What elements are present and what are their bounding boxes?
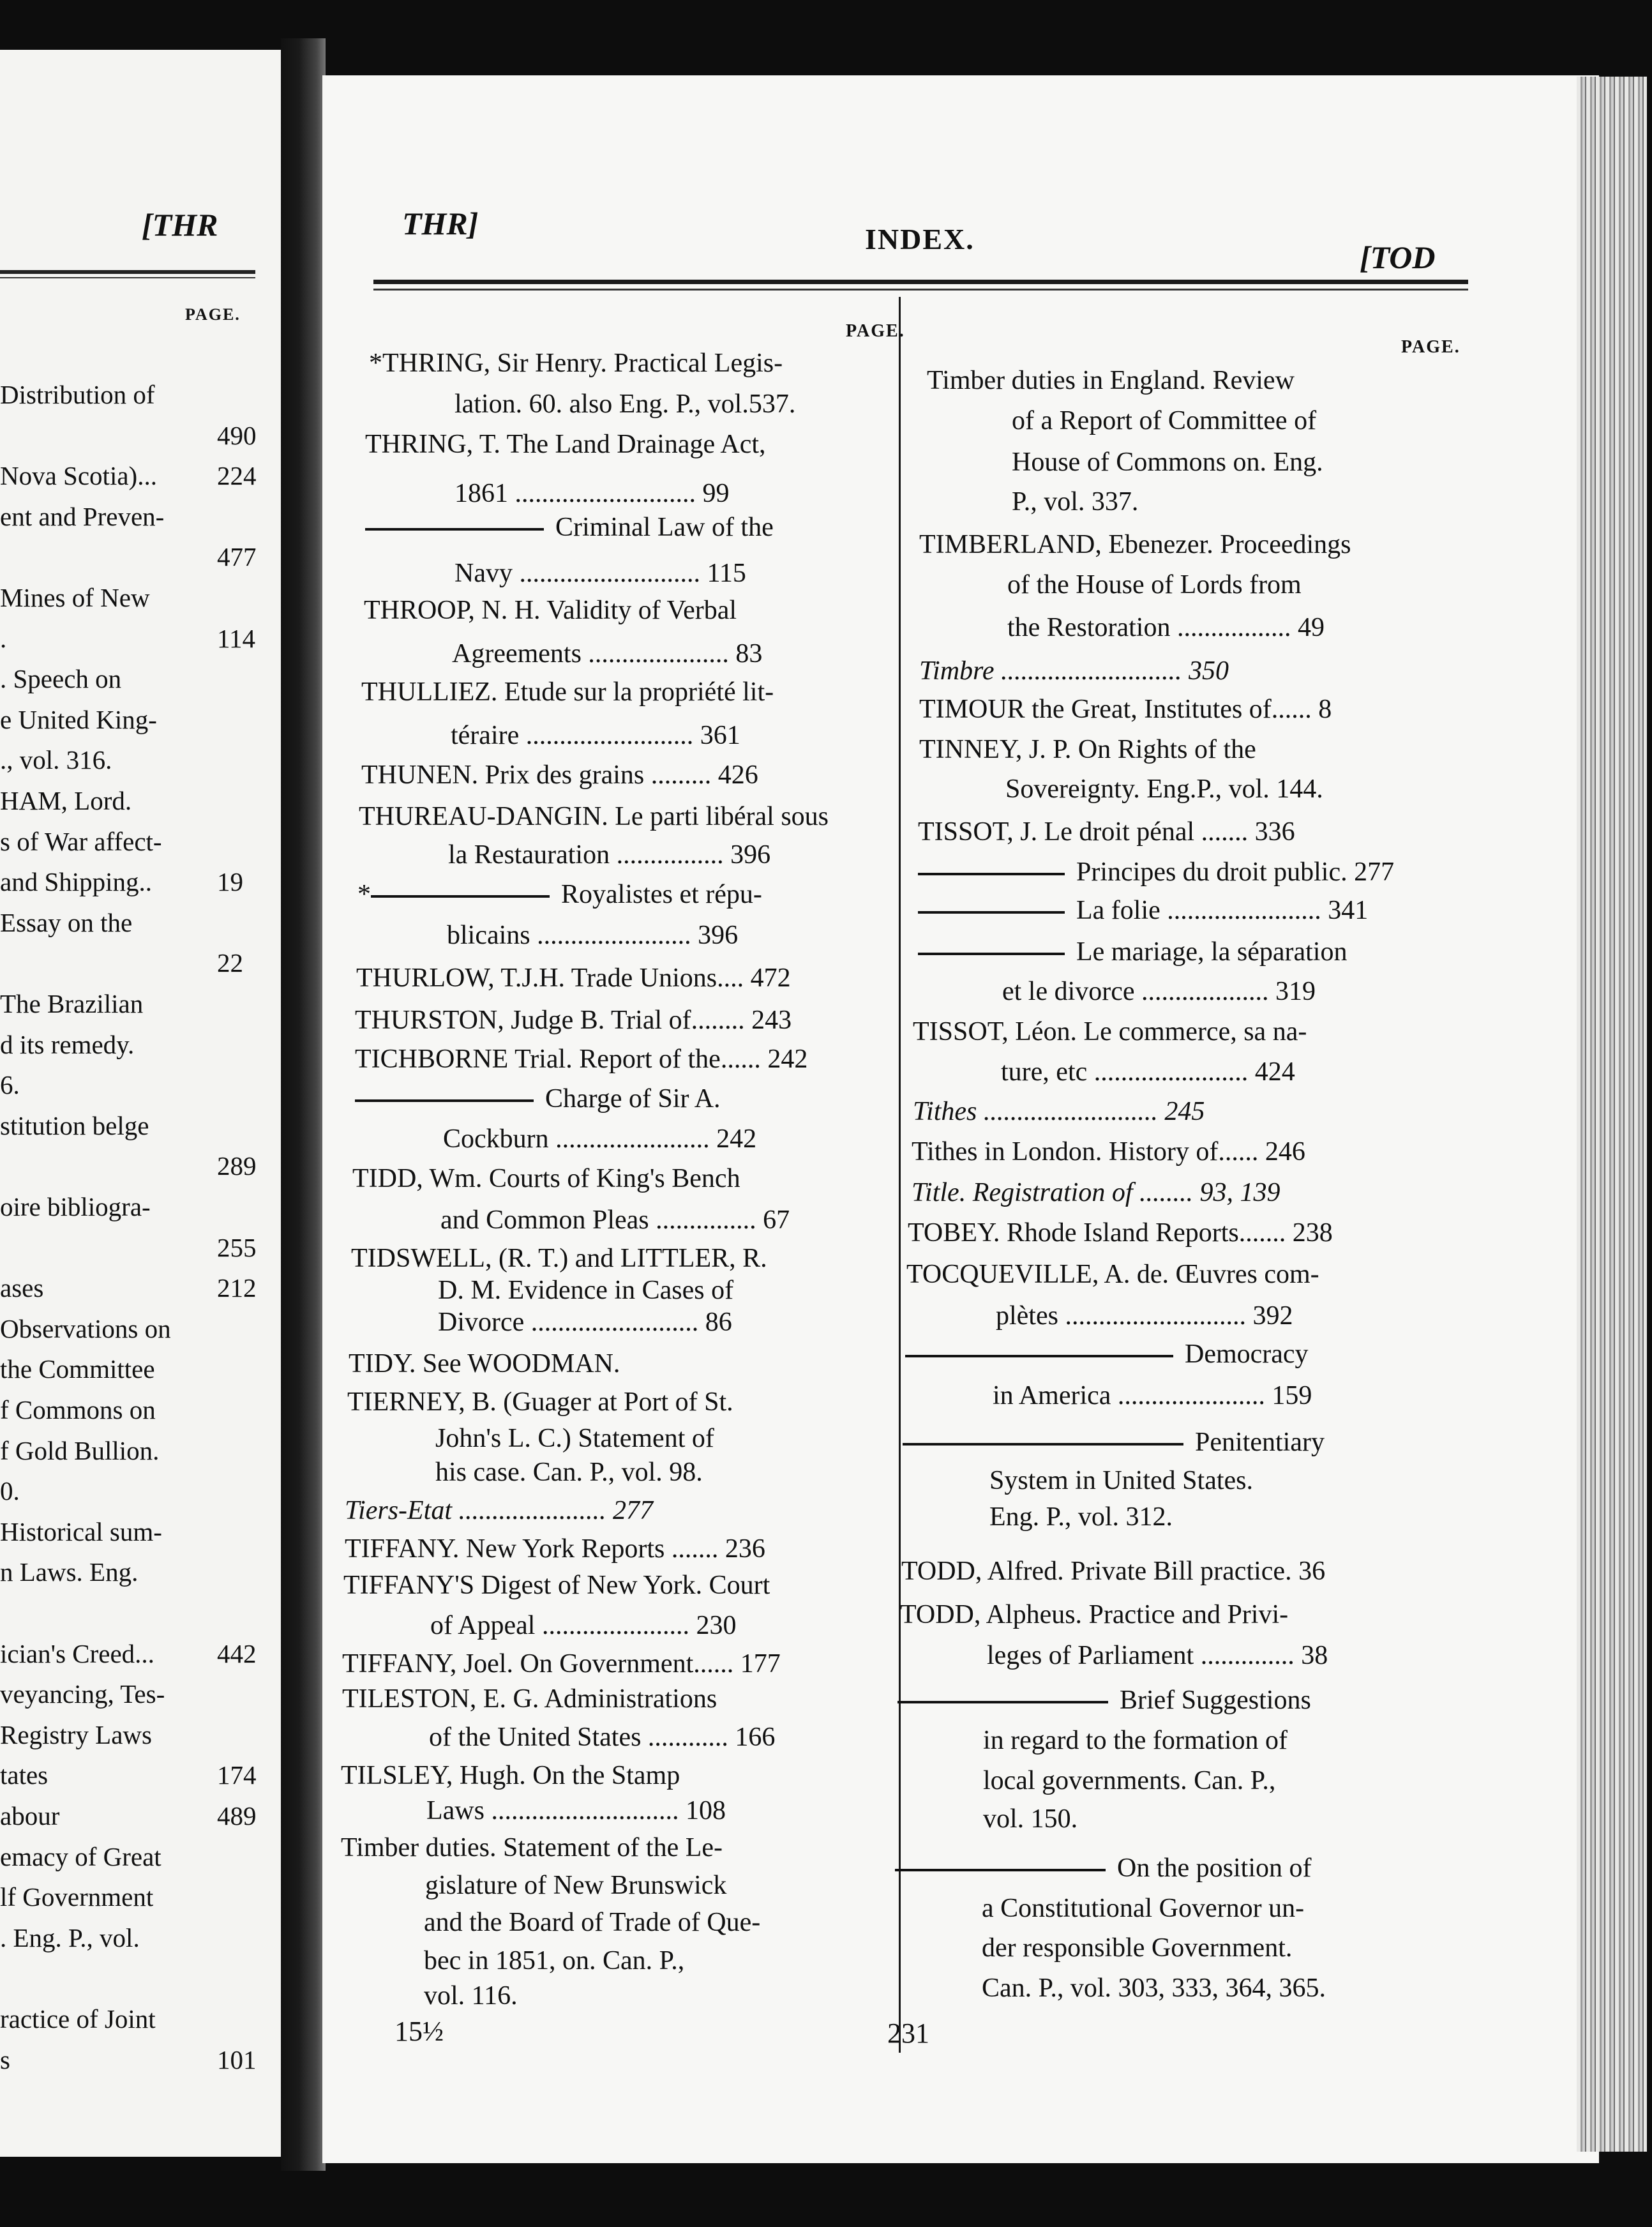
left-page-line: stitution belge [0,1110,149,1140]
entry-text: Royalistes et répu- [561,880,762,909]
ditto-dash [918,911,1065,914]
left-page-line: ases [0,1273,44,1303]
entry-line: D. M. Evidence in Cases of [438,1276,734,1305]
left-header-rule-thin [0,277,255,278]
entry-line: TIFFANY, Joel. On Government...... 177 [342,1649,781,1679]
left-header-rule [0,270,255,274]
left-page-number: 289 [217,1151,257,1181]
entry-line: P., vol. 337. [1012,487,1139,517]
entry-line: Laws ............................ 108 [426,1796,726,1825]
ditto-dash [897,1701,1108,1703]
entry-line: der responsible Government. [982,1933,1293,1963]
entry-line [903,1429,1325,1456]
entry-line: TICHBORNE Trial. Report of the...... 242 [355,1045,808,1074]
left-page-line: d its remedy. [0,1029,135,1059]
left-page-line: 0. [0,1476,20,1506]
entry-line: Sovereignty. Eng.P., vol. 144. [1005,774,1323,804]
entry-line: Tithes .......................... 245 [913,1097,1205,1126]
entry-line: TIMBERLAND, Ebenezer. Proceedings [919,530,1351,559]
left-page-line: emacy of Great [0,1841,161,1871]
entry-line [365,514,774,541]
entry-line: the Restoration ................. 49 [1007,613,1325,642]
page-title: INDEX. [865,223,975,255]
left-page-line: Essay on the [0,907,133,937]
left-page-line: . [0,623,7,653]
left-page-line: Distribution of [0,380,155,409]
left-page-number: 19 [217,867,243,897]
left-page-line: e United King- [0,704,157,734]
left-page-line: tates [0,1760,49,1790]
entry-text: Democracy [1185,1340,1309,1369]
entry-line: 1861 ........................... 99 [454,479,730,508]
left-page-number: 489 [217,1801,257,1831]
left-page-number: 224 [217,461,257,491]
entry-line: in regard to the formation of [983,1726,1288,1755]
entry-line: THURSTON, Judge B. Trial of........ 243 [355,1006,792,1035]
entry-text: Principes du droit public. 277 [1076,857,1395,887]
left-page-line: . Eng. P., vol. [0,1922,140,1952]
left-page-line: abour [0,1801,60,1831]
left-page-line: f Gold Bullion. [0,1435,160,1465]
left-page-line: and Shipping.. [0,867,153,897]
entry-line: TISSOT, J. Le droit pénal ....... 336 [918,817,1295,847]
entry-line: Cockburn ....................... 242 [443,1124,757,1154]
entry-line [918,897,1368,924]
entry-text: La folie ....................... 341 [1076,896,1369,925]
entry-line: System in United States. [989,1466,1253,1495]
entry-line: ture, etc ....................... 424 [1001,1057,1295,1087]
entry-line [897,1687,1311,1714]
entry-line: Tiers-Etat ...................... 277 [345,1496,654,1525]
entry-line [895,1855,1311,1882]
entry-line: leges of Parliament .............. 38 [987,1641,1328,1670]
entry-line: and the Board of Trade of Que- [424,1908,761,1937]
page-number: 231 [887,2018,929,2049]
left-page-line: 6. [0,1070,20,1100]
left-page-number: 174 [217,1760,257,1790]
entry-line: TIDY. See WOODMAN. [349,1349,620,1378]
entry-text: Penitentiary [1195,1428,1325,1457]
header-rule-thin [373,289,1468,291]
entry-line: bec in 1851, on. Can. P., [424,1946,685,1975]
entry-line: TILSLEY, Hugh. On the Stamp [341,1761,680,1790]
col2-page-label: PAGE. [1401,337,1461,357]
entry-line: THULLIEZ. Etude sur la propriété lit- [361,677,774,707]
ditto-dash [903,1443,1183,1446]
ditto-dash [918,873,1065,875]
entry-line [905,1341,1309,1368]
left-page-line: . Speech on [0,664,122,694]
left-page-line: veyancing, Tes- [0,1679,165,1709]
entry-line: a Constitutional Governor un- [982,1894,1305,1923]
column-divider [899,297,901,2053]
entry-line: TOCQUEVILLE, A. de. Œuvres com- [906,1260,1319,1289]
left-page-line: n Laws. Eng. [0,1557,139,1587]
left-page-line: Mines of New [0,583,150,612]
header-rule [373,280,1468,284]
entry-line: THURLOW, T.J.H. Trade Unions.... 472 [356,963,791,993]
entry-line: blicains ....................... 396 [447,921,739,950]
entry-line: John's L. C.) Statement of [435,1424,714,1453]
entry-line: THUREAU-DANGIN. Le parti libéral sous [359,802,829,831]
entry-text: On the position of [1117,1853,1312,1883]
left-page-line: Observations on [0,1313,171,1343]
page-edges [1577,77,1647,2152]
entry-line: gislature of New Brunswick [425,1871,727,1900]
left-page-line: Nova Scotia)... [0,461,157,491]
left-page-number: 255 [217,1232,257,1262]
ditto-dash [918,953,1065,955]
entry-line: téraire ......................... 361 [451,721,740,750]
entry-line: Eng. P., vol. 312. [989,1502,1173,1532]
ditto-dash [371,895,550,898]
ditto-dash [895,1869,1106,1871]
entry-line: TODD, Alfred. Private Bill practice. 36 [901,1557,1326,1586]
left-page-line: the Committee [0,1354,155,1384]
entry-line: et le divorce ................... 319 [1002,977,1316,1006]
entry-line: Can. P., vol. 303, 333, 364, 365. [982,1974,1326,2003]
entry-line: THROOP, N. H. Validity of Verbal [364,596,737,625]
entry-line: TOBEY. Rhode Island Reports....... 238 [908,1218,1333,1248]
entry-line: of the United States ............ 166 [429,1723,776,1752]
left-page-line: lf Government [0,1882,154,1912]
entry-line: Tithes in London. History of...... 246 [912,1137,1305,1166]
entry-line: TIDSWELL, (R. T.) and LITTLER, R. [351,1244,767,1273]
entry-line: vol. 150. [983,1804,1078,1834]
left-page-line: HAM, Lord. [0,786,132,815]
entry-line: TINNEY, J. P. On Rights of the [919,735,1256,764]
entry-line: TIFFANY'S Digest of New York. Court [343,1571,770,1600]
entry-line: TODD, Alpheus. Practice and Privi- [900,1600,1289,1629]
entry-line: in America ...................... 159 [993,1381,1312,1410]
left-page-number: 101 [217,2044,257,2074]
left-page-line: The Brazilian [0,989,144,1018]
running-head-right: [TOD [1360,239,1436,275]
entry-line [918,939,1347,965]
entry-text: Brief Suggestions [1120,1686,1311,1715]
entry-line: of Appeal ...................... 230 [430,1611,737,1640]
entry-line: plètes ........................... 392 [996,1301,1293,1331]
ditto-dash [905,1355,1173,1357]
left-page-line: ent and Preven- [0,501,165,531]
left-page-line: s of War affect- [0,826,162,856]
entry-line: vol. 116. [424,1981,518,2011]
entry-line [918,859,1394,886]
left-page-number: 114 [217,623,255,653]
entry-line: TIERNEY, B. (Guager at Port of St. [347,1387,733,1417]
col1-page-label: PAGE. [846,321,905,341]
entry-text: Charge of Sir A. [545,1084,721,1114]
entry-line: his case. Can. P., vol. 98. [435,1458,703,1487]
entry-line: Navy ........................... 115 [454,559,746,588]
left-page-number: 442 [217,1638,257,1668]
ditto-dash [355,1099,534,1102]
ditto-dash [365,528,544,531]
left-page-line: ician's Creed... [0,1638,154,1668]
entry-line: Title. Registration of ........ 93, 139 [912,1178,1280,1207]
left-page-line: ractice of Joint [0,2004,156,2034]
left-page-number: 22 [217,948,243,978]
entry-line: and Common Pleas ............... 67 [440,1205,790,1235]
entry-line: TIMOUR the Great, Institutes of...... 8 [919,695,1332,724]
entry-line: Agreements ..................... 83 [452,639,763,668]
left-page-line: f Commons on [0,1395,156,1424]
left-page-line: Registry Laws [0,1719,152,1749]
entry-line: la Restauration ................ 396 [448,840,771,870]
signature-mark: 15½ [394,2016,444,2047]
entry-line: House of Commons on. Eng. [1012,448,1323,477]
entry-line: *THRING, Sir Henry. Practical Legis- [369,349,783,378]
left-facing-page [0,50,281,2157]
entry-line: THRING, T. The Land Drainage Act, [365,430,766,459]
left-page-line: ., vol. 316. [0,745,112,775]
entry-line: of a Report of Committee of [1012,406,1317,435]
left-running-head: [THR [142,207,218,243]
entry-line: of the House of Lords from [1007,570,1302,600]
entry-line: Divorce ......................... 86 [438,1308,732,1337]
entry-text: Criminal Law of the [555,513,774,542]
entry-line [355,1085,721,1112]
entry-line: lation. 60. also Eng. P., vol.537. [454,389,796,419]
entry-line: Timbre ........................... 350 [919,656,1229,686]
book-gutter [281,38,326,2171]
entry-line: TISSOT, Léon. Le commerce, sa na- [913,1017,1307,1046]
left-page-line: oire bibliogra- [0,1192,151,1221]
entry-text: Le mariage, la séparation [1076,937,1348,967]
entry-line: Timber duties in England. Review [927,366,1295,395]
left-page-label: PAGE. [185,305,241,324]
entry-line: TILESTON, E. G. Administrations [342,1684,717,1714]
left-page-line: s [0,2044,10,2074]
entry-line: THUNEN. Prix des grains ......... 426 [361,760,758,790]
left-page-number: 212 [217,1273,257,1303]
entry-line: TIFFANY. New York Reports ....... 236 [345,1534,765,1564]
left-page-number: 490 [217,420,257,450]
entry-line: * Royalistes et répu- [357,880,762,909]
running-head-left: THR] [402,206,479,241]
entry-line: TIDD, Wm. Courts of King's Bench [352,1164,740,1193]
left-page-number: 477 [217,542,257,572]
entry-line: Timber duties. Statement of the Le- [341,1833,723,1862]
entry-line: local governments. Can. P., [983,1766,1276,1795]
left-page-line: Historical sum- [0,1516,162,1546]
